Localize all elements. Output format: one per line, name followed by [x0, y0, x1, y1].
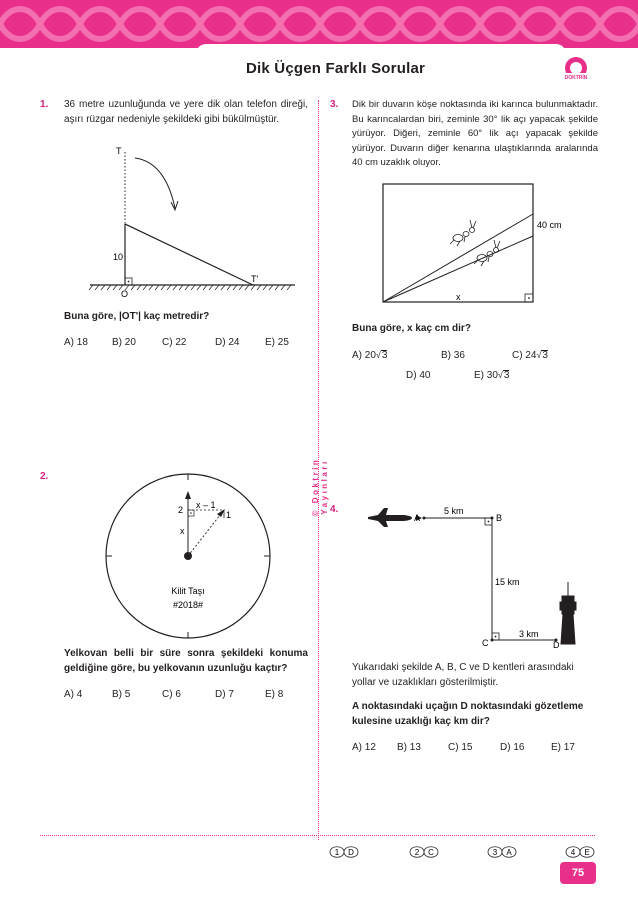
answer-key — [322, 842, 602, 862]
q1-label-top: T — [116, 146, 122, 156]
q2-question: Yelkovan belli bir süre sonra şekildeki konuma geldiğine göre, bu yelkovanın uzunluğu kaçtır? — [64, 648, 308, 674]
airplane-icon — [368, 508, 412, 527]
q3-figure — [350, 180, 600, 310]
answer-val-1: D — [348, 848, 354, 857]
publisher-logo — [556, 56, 596, 84]
logo-text: DOKTRİN — [564, 75, 588, 81]
q4-option-b[interactable]: B) 13 — [397, 742, 421, 753]
q4-label-A: A — [414, 513, 421, 523]
q2-option-a[interactable]: A) 4 — [64, 689, 83, 700]
q1-option-a[interactable]: A) 18 — [64, 337, 88, 348]
q1-question: Buna göre, |OT'| kaç metredir? — [64, 311, 210, 322]
q2-label-1: 1 — [226, 510, 232, 520]
q4-label-D: D — [553, 640, 560, 650]
q3-number: 3. — [330, 99, 339, 110]
answer-num-2: 2 — [414, 848, 420, 857]
q4-label-B: B — [496, 513, 503, 523]
q4-label-C: C — [482, 638, 489, 648]
ant-icon — [474, 240, 500, 266]
q1-option-e[interactable]: E) 25 — [265, 337, 289, 348]
q4-option-e[interactable]: E) 17 — [551, 742, 575, 753]
q4-option-d[interactable]: D) 16 — [500, 742, 525, 753]
q1-option-c[interactable]: C) 22 — [162, 337, 187, 348]
answer-val-3: A — [506, 848, 512, 857]
ant-icon — [450, 220, 476, 246]
page-title: Dik Üçgen Farklı Sorular — [246, 60, 426, 77]
q1-label-height: 10 — [113, 252, 124, 262]
q4-option-a[interactable]: A) 12 — [352, 742, 376, 753]
q2-stone-code: #2018# — [172, 600, 204, 610]
q2-option-e[interactable]: E) 8 — [265, 689, 284, 700]
answer-num-1: 1 — [334, 848, 340, 857]
q2-clock-figure — [100, 470, 280, 650]
header-banner — [0, 0, 638, 48]
q4-figure — [364, 498, 604, 658]
q2-label-x: x — [180, 526, 185, 536]
q1-label-end: T' — [251, 274, 259, 284]
q4-option-c[interactable]: C) 15 — [448, 742, 473, 753]
q4-number: 4. — [330, 504, 339, 515]
q3-question: Buna göre, x kaç cm dir? — [352, 323, 471, 334]
q1-option-d[interactable]: D) 24 — [215, 337, 240, 348]
q2-label-2: 2 — [178, 505, 184, 515]
q2-stone-label: Kilit Taşı — [171, 586, 205, 596]
q3-option-e[interactable]: E) 30√3 — [474, 370, 510, 381]
answer-val-2: C — [428, 848, 434, 857]
q2-option-b[interactable]: B) 5 — [112, 689, 131, 700]
q1-number: 1. — [40, 99, 49, 110]
q2-number: 2. — [40, 471, 49, 482]
q4-label-cd: 3 km — [519, 629, 539, 639]
q3-text: Dik bir duvarın köşe noktasında iki karınca bulunmaktadır. Bu karıncalardan biri, zeminle 30° lik açı yapacak şekilde yürüyor. Diğeri, zeminle 60° lik açı yapacak şekilde yürüyor. Duvarın diğer kenarına ulaştıklarında aralarında 40 cm uzaklık oluyor. — [352, 99, 598, 168]
q4-text: Yukarıdaki şekilde A, B, C ve D kentleri arasındaki yollar ve uzaklıkları gösterilmiştir. — [352, 662, 574, 688]
q1-figure — [85, 140, 305, 300]
answer-num-4: 4 — [570, 848, 576, 857]
answer-key-divider — [40, 835, 595, 836]
q2-label-x-minus-1: x – 1 — [196, 500, 216, 510]
q3-option-c[interactable]: C) 24√3 — [512, 350, 548, 361]
q3-option-a[interactable]: A) 20√3 — [352, 350, 388, 361]
q3-label-x: x — [456, 292, 461, 302]
q2-option-c[interactable]: C) 6 — [162, 689, 181, 700]
page-number: 75 — [560, 862, 596, 884]
infinity-pattern — [0, 0, 638, 48]
q1-option-b[interactable]: B) 20 — [112, 337, 136, 348]
q3-option-b[interactable]: B) 36 — [441, 350, 465, 361]
q1-text: 36 metre uzunluğunda ve yere dik olan telefon direği, aşırı rüzgar nedeniyle şekildeki gibi bükülmüştür. — [64, 99, 308, 125]
q1-label-origin: O — [121, 289, 129, 299]
q4-question: A noktasındaki uçağın D noktasındaki gözetleme kulesine uzaklığı kaç km dir? — [352, 701, 584, 727]
q4-label-ab: 5 km — [444, 506, 464, 516]
tower-icon — [560, 582, 576, 644]
q2-option-d[interactable]: D) 7 — [215, 689, 234, 700]
answer-num-3: 3 — [492, 848, 498, 857]
q4-label-bc: 15 km — [495, 577, 520, 587]
publisher-side-label: © Doktrin Yayınları — [311, 457, 329, 517]
q3-option-d[interactable]: D) 40 — [406, 370, 431, 381]
q3-label-40cm: 40 cm — [537, 220, 562, 230]
answer-val-4: E — [584, 848, 590, 857]
